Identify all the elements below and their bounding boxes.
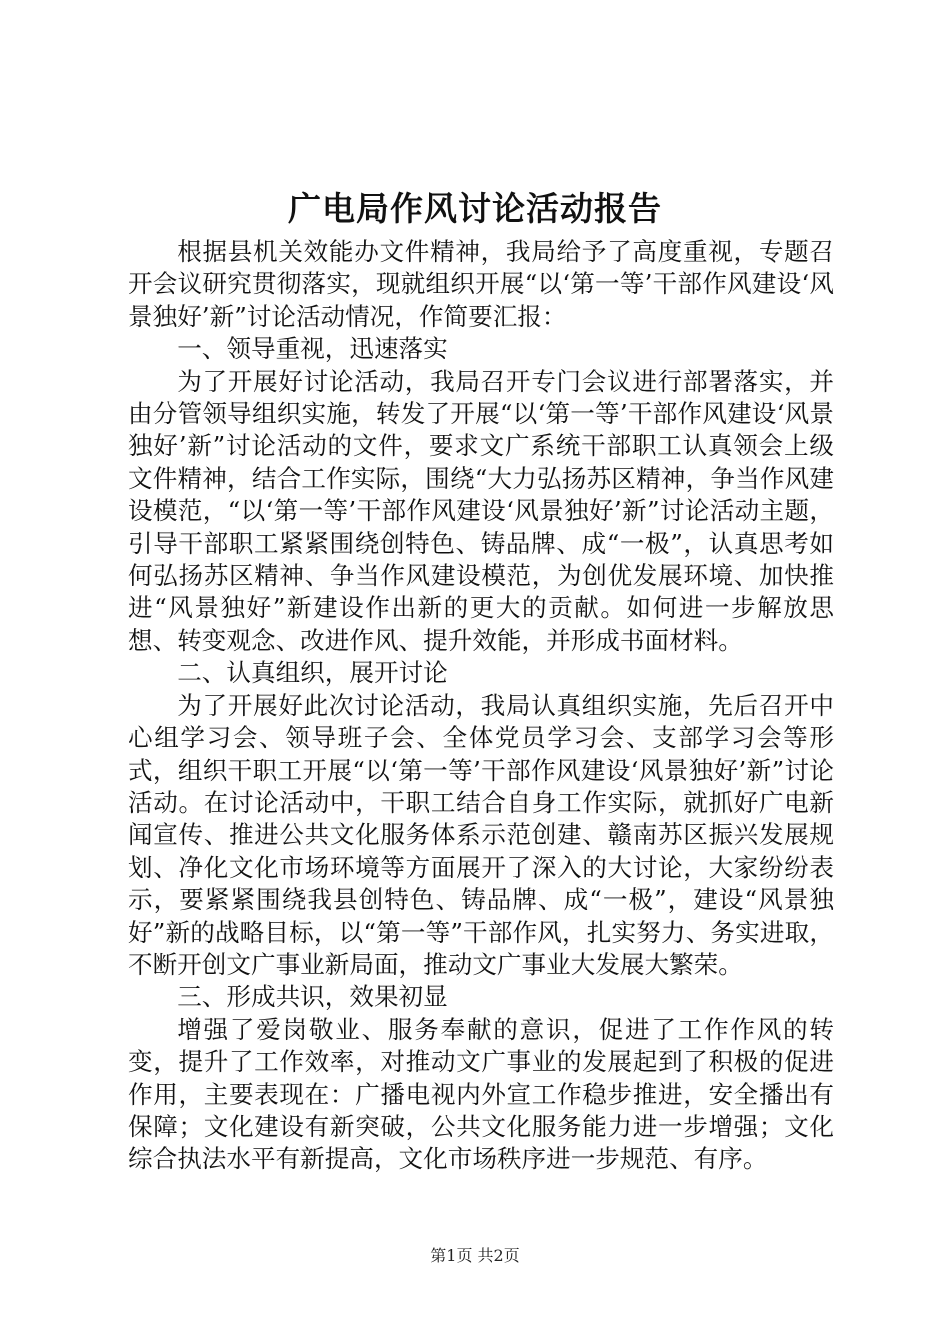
section-1-paragraph: 为了开展好讨论活动，我局召开专门会议进行部署落实，并由分管领导组织实施，转发了开展“以‘第一等’干部作风建设‘风景独好’新”讨论活动的文件，要求文广系统干部职工认真领会上级文件精神，结合工作实际，围绕“大力弘扬苏区精神，争当作风建设模范，“以‘第一等’干部作风建设‘风景独好’新”讨论活动主题，引导干部职工紧紧围绕创特色、铸品牌、成“一极”，认真思考如何弘扬苏区精神、争当作风建设模范，为创优发展环境、加快推进“风景独好”新建设作出新的更大的贡献。如何进一步解放思想、转变观念、改进作风、提升效能，并形成书面材料。 xyxy=(128,366,834,655)
document-title: 广电局作风讨论活动报告 xyxy=(288,189,662,228)
section-heading-2: 二、认真组织，展开讨论 xyxy=(177,658,448,688)
section-3-paragraph: 增强了爱岗敬业、服务奉献的意识，促进了工作作风的转变，提升了工作效率，对推动文广事业的发展起到了积极的促进作用，主要表现在：广播电视内外宣工作稳步推进，安全播出有保障；文化建设有新突破，公共文化服务能力进一步增强；文化综合执法水平有新提高，文化市场秩序进一步规范、有序。 xyxy=(128,1014,834,1174)
section-2-paragraph: 为了开展好此次讨论活动，我局认真组织实施，先后召开中心组学习会、领导班子会、全体党员学习会、支部学习会等形式，组织干职工开展“以‘第一等’干部作风建设‘风景独好’新”讨论活动。在讨论活动中，干职工结合自身工作实际，就抓好广电新闻宣传、推进公共文化服务体系示范创建、赣南苏区振兴发展规划、净化文化市场环境等方面展开了深入的大讨论，大家纷纷表示，要紧紧围绕我县创特色、铸品牌、成“一极”，建设“风景独好”新的战略目标，以“第一等”干部作风，扎实努力、务实进取，不断开创文广事业新局面，推动文广事业大发展大繁荣。 xyxy=(128,690,834,979)
document-body xyxy=(128,236,834,1176)
page-number-footer: 第1页 共2页 xyxy=(430,1246,520,1265)
section-heading-1: 一、领导重视，迅速落实 xyxy=(177,334,448,364)
intro-paragraph: 根据县机关效能办文件精神，我局给予了高度重视，专题召开会议研究贯彻落实，现就组织开展“以‘第一等’干部作风建设‘风景独好’新”讨论活动情况，作简要汇报： xyxy=(128,237,834,331)
section-heading-3: 三、形成共识，效果初显 xyxy=(177,982,448,1012)
